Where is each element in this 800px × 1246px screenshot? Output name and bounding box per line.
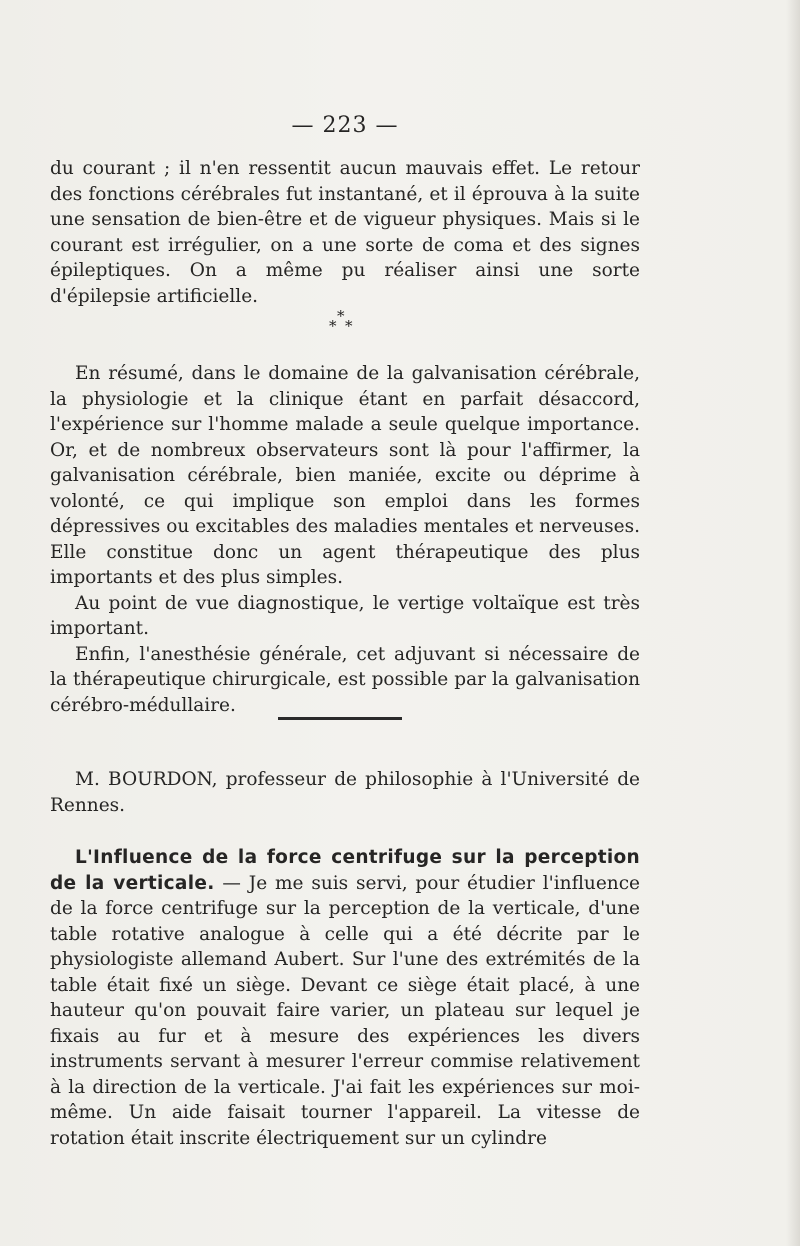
article-title: L'Influence de la force centrifuge sur la perception de la verticale.: [50, 847, 640, 894]
star-top: *: [337, 307, 345, 325]
page-edge-shadow: [786, 0, 800, 1246]
author-block: [50, 767, 640, 818]
article-paragraph: [50, 845, 640, 1151]
star-left: *: [329, 317, 337, 335]
paragraph-continuation: du courant ; il n'en ressentit aucun mauvais effet. Le retour des fonctions cérébrales fut instantané, et il éprouva à la suite une sensation de bien-être et de vigueur physiques. Mais si le courant est irrégulier, on a une sorte de coma et des signes épileptiques. On a même pu réaliser ainsi une sorte d'épilepsie artificielle.: [50, 158, 640, 307]
text-block-summary: [50, 361, 640, 718]
paragraph-summary: En résumé, dans le domaine de la galvanisation cérébrale, la physiologie et la clinique étant en parfait désaccord, l'expérience sur l'homme malade a seule quelque importance. Or, et de nombreux observateurs sont là pour l'affirmer, la galvanisation cérébrale, bien maniée, excite ou déprime à volonté, ce qui implique son emploi dans les formes dépressives ou excitables des maladies mentales et nerveuses. Elle constitue donc un agent thérapeutique des plus importants et des plus simples.: [50, 363, 640, 588]
text-block-continuation: [50, 156, 640, 309]
page-number: — 223 —: [291, 113, 399, 138]
paragraph-anesthesia: Enfin, l'anesthésie générale, cet adjuvant si nécessaire de la thérapeutique chirurgicale, est possible par la galvanisation cérébro-médullaire.: [50, 643, 640, 716]
star-right: *: [345, 317, 353, 335]
author-line: M. BOURDON, professeur de philosophie à l'Université de Rennes.: [50, 769, 640, 816]
article-body: — Je me suis servi, pour étudier l'influence de la force centrifuge sur la perception de la verticale, d'une table rotative analogue à celle qui a été décrite par le physiologiste allemand Aubert. Sur l'une des extrémités de la table était fixé un siège. Devant ce siège était placé, à une hauteur qu'on pouvait faire varier, un plateau sur lequel je fixais au fur et à mesure des expériences les divers instruments servant à mesurer l'erreur commise relativement à la direction de la verticale. J'ai fait les expériences sur moi-même. Un aide faisait tourner l'appareil. La vitesse de rotation était inscrite électriquement sur un cylindre: [50, 872, 641, 1149]
asterism-separator: [318, 307, 378, 347]
paragraph-diagnostic: Au point de vue diagnostique, le vertige voltaïque est très important.: [50, 592, 640, 639]
article-block: [50, 845, 640, 1151]
section-divider: [278, 717, 402, 720]
